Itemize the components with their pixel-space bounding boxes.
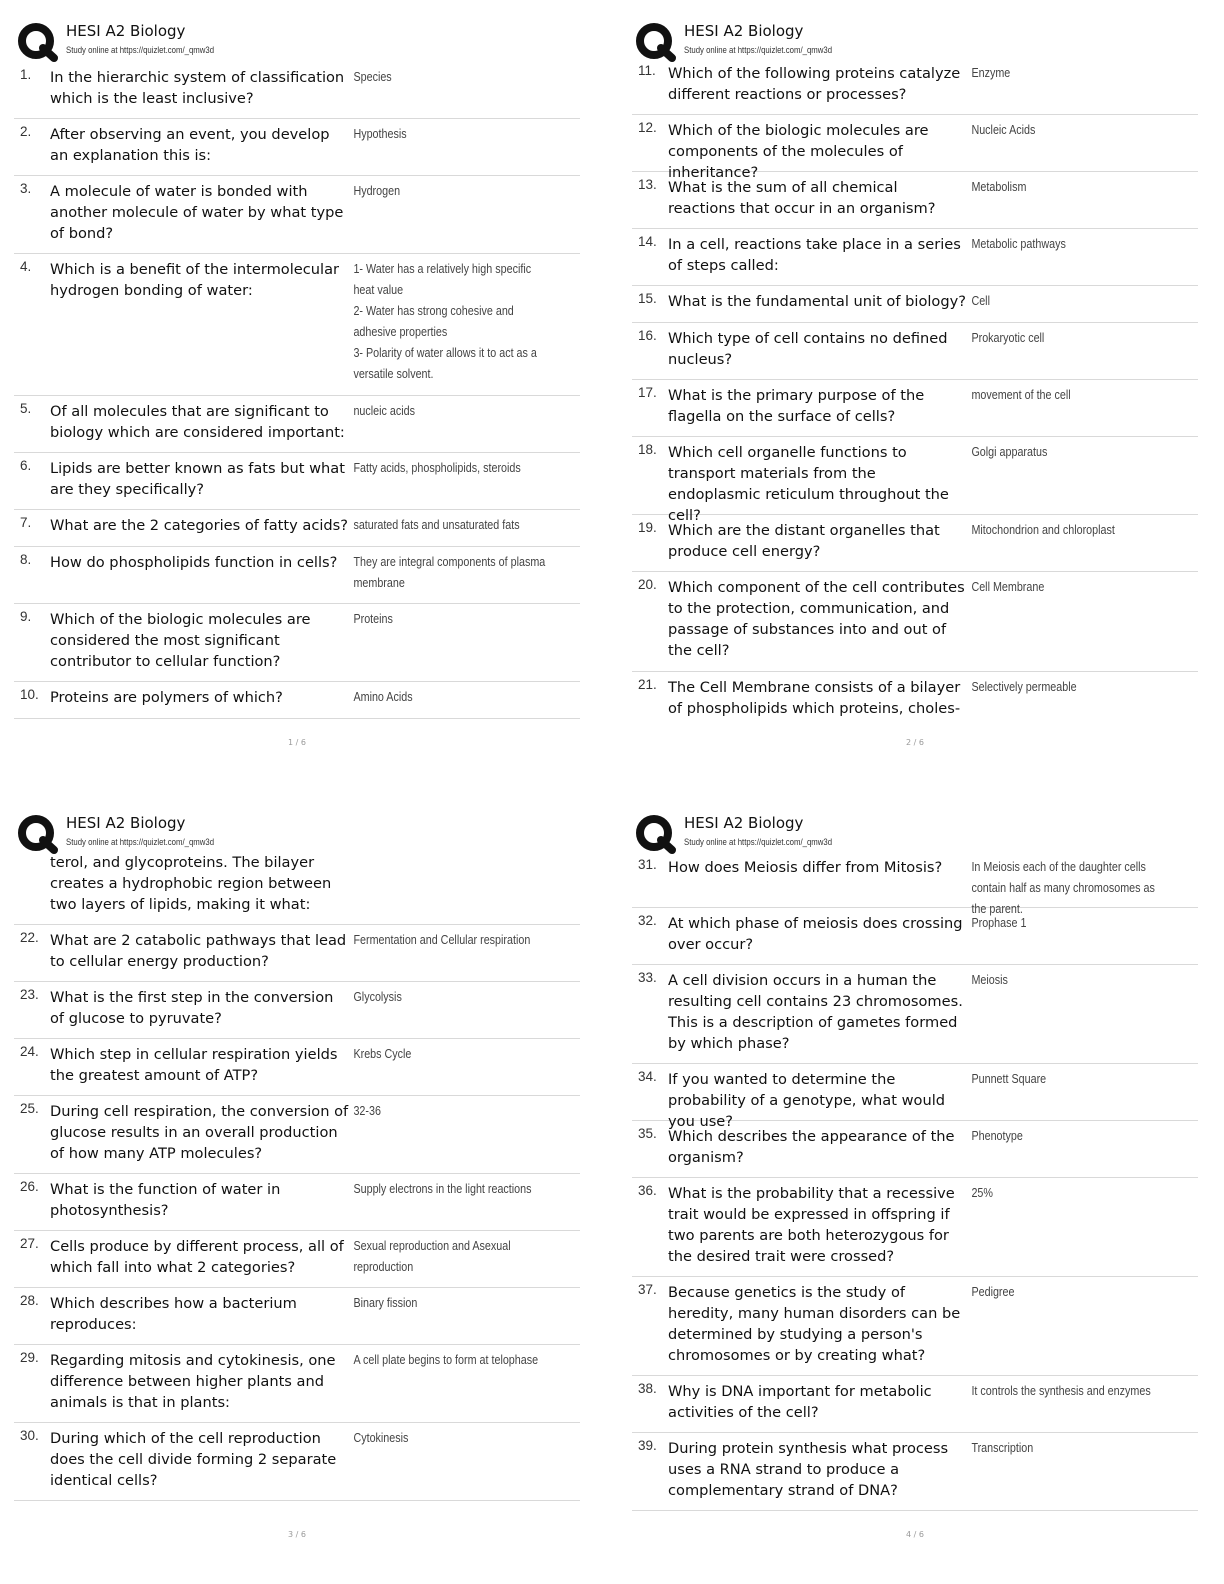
question-number: 19. (638, 520, 657, 535)
page-title: HESI A2 Biology (684, 814, 804, 832)
page-title: HESI A2 Biology (66, 814, 186, 832)
question-number: 38. (638, 1381, 657, 1396)
question-number: 28. (20, 1293, 39, 1308)
qa-row (632, 58, 1198, 115)
question-text: A cell division occurs in a human the resulting cell contains 23 chromosomes. This is a description of gametes formed by which phase? (668, 972, 963, 1052)
qa-row (632, 1064, 1198, 1130)
question-number: 3. (20, 181, 32, 196)
question-text: How does Meiosis differ from Mitosis? (668, 859, 943, 876)
answer-text: Phenotype (971, 1129, 1023, 1143)
question-text: Which of the biologic molecules are considered the most significant contributor to cellular function? (50, 611, 311, 670)
qa-row (14, 1231, 580, 1288)
answer-text: nucleic acids (353, 404, 415, 418)
question-number: 22. (20, 930, 39, 945)
answer-text: Enzyme (971, 66, 1011, 80)
question-number: 29. (20, 1350, 39, 1365)
page-title: HESI A2 Biology (684, 22, 804, 40)
question-text: What are 2 catabolic pathways that lead to cellular energy production? (50, 932, 347, 970)
page-header (14, 18, 594, 62)
page-number: 1 / 6 (288, 738, 306, 747)
answer-text: In Meiosis each of the daughter cells contain half as many chromosomes as the parent. (971, 860, 1155, 916)
answer-text: It controls the synthesis and enzymes (971, 1384, 1151, 1398)
page-title: HESI A2 Biology (66, 22, 186, 40)
answer-text: saturated fats and unsaturated fats (353, 518, 520, 532)
page-number: 3 / 6 (288, 1530, 306, 1539)
question-number: 14. (638, 234, 657, 249)
qa-row (14, 176, 580, 254)
page-number: 2 / 6 (906, 738, 924, 747)
qa-list (14, 852, 580, 1501)
question-number: 30. (20, 1428, 39, 1443)
answer-line: 2- Water has strong cohesive and adhesive properties (353, 304, 514, 339)
question-text: Which of the following proteins catalyze different reactions or processes? (668, 65, 961, 103)
question-text: Which are the distant organelles that produce cell energy? (668, 522, 940, 560)
question-number: 39. (638, 1438, 657, 1453)
qa-row (632, 515, 1198, 572)
qa-row (632, 1277, 1198, 1376)
answer-text: Glycolysis (353, 990, 402, 1004)
answer-text: Sexual reproduction and Asexual reproduction (353, 1239, 511, 1274)
question-text: How do phospholipids function in cells? (50, 554, 338, 571)
question-text: Which component of the cell contributes to the protection, communication, and passage of substances into and out of the cell? (668, 579, 965, 659)
qa-row (14, 453, 580, 510)
question-number: 33. (638, 970, 657, 985)
question-number: 8. (20, 552, 32, 567)
question-text: If you wanted to determine the probability of a genotype, what would you use? (668, 1071, 946, 1130)
qa-row (632, 1433, 1198, 1511)
answer-text: 25% (971, 1186, 993, 1200)
question-text: Which step in cellular respiration yields the greatest amount of ATP? (50, 1046, 338, 1084)
qa-row (632, 1178, 1198, 1277)
qa-row (14, 1345, 580, 1423)
qa-row (14, 62, 580, 119)
question-number: 34. (638, 1069, 657, 1084)
answer-text: Nucleic Acids (971, 123, 1036, 137)
answer-text: They are integral components of plasma membrane (353, 555, 546, 590)
answer-text: Selectively permeable (971, 680, 1077, 694)
page-header (632, 18, 1212, 62)
qa-row (632, 1121, 1198, 1178)
question-number: 13. (638, 177, 657, 192)
quizlet-logo-icon (16, 22, 60, 62)
study-link[interactable]: Study online at https://quizlet.com/_qmw3d (684, 45, 833, 56)
question-number: 4. (20, 259, 32, 274)
question-text: After observing an event, you develop an explanation this is: (50, 126, 330, 164)
answer-text: Transcription (971, 1441, 1034, 1455)
question-text: What is the first step in the conversion of glucose to pyruvate? (50, 989, 334, 1027)
qa-row (632, 172, 1198, 229)
qa-row (14, 1039, 580, 1096)
question-number: 18. (638, 442, 657, 457)
qa-row (632, 572, 1198, 672)
question-text: What is the sum of all chemical reactions that occur in an organism? (668, 179, 936, 217)
study-link[interactable]: Study online at https://quizlet.com/_qmw3d (684, 837, 833, 848)
question-number: 16. (638, 328, 657, 343)
question-text: Why is DNA important for metabolic activities of the cell? (668, 1383, 932, 1421)
answer-text: Species (353, 70, 392, 84)
question-number: 21. (638, 677, 657, 692)
question-number: 36. (638, 1183, 657, 1198)
question-number: 11. (638, 63, 656, 78)
qa-row (632, 1376, 1198, 1433)
qa-row (14, 1288, 580, 1345)
question-text: During protein synthesis what process uses a RNA strand to produce a complementary strand of DNA? (668, 1440, 949, 1499)
question-number: 7. (20, 515, 32, 530)
question-number: 2. (20, 124, 32, 139)
question-text: Which describes the appearance of the organism? (668, 1128, 955, 1166)
question-number: 9. (20, 609, 32, 624)
question-text: Regarding mitosis and cytokinesis, one difference between higher plants and animals is that in plants: (50, 1352, 336, 1411)
qa-row (632, 908, 1198, 965)
question-text: What is the fundamental unit of biology? (668, 293, 967, 310)
answer-text: Mitochondrion and chloroplast (971, 523, 1115, 537)
question-text: Of all molecules that are significant to biology which are considered important: (50, 403, 345, 441)
answer-text: Fermentation and Cellular respiration (353, 933, 531, 947)
qa-row (14, 1423, 580, 1501)
study-link[interactable]: Study online at https://quizlet.com/_qmw3d (66, 837, 215, 848)
page-number: 4 / 6 (906, 1530, 924, 1539)
question-text: What are the 2 categories of fatty acids? (50, 517, 349, 534)
question-number: 35. (638, 1126, 657, 1141)
answer-text: Supply electrons in the light reactions (353, 1182, 532, 1196)
answer-line: 1- Water has a relatively high specific heat value (353, 262, 532, 297)
question-number: 6. (20, 458, 32, 473)
question-text: Lipids are better known as fats but what are they specifically? (50, 460, 345, 498)
question-text: Which is a benefit of the intermolecular hydrogen bonding of water: (50, 261, 340, 299)
qa-row (14, 1096, 580, 1174)
qa-row (14, 982, 580, 1039)
question-number: 10. (20, 687, 39, 702)
answer-text: 32-36 (353, 1104, 381, 1118)
question-text: What is the function of water in photosynthesis? (50, 1181, 281, 1219)
question-number: 23. (20, 987, 39, 1002)
question-text: What is the primary purpose of the flagella on the surface of cells? (668, 387, 925, 425)
page-2 (632, 18, 1212, 778)
quizlet-logo-icon (634, 814, 678, 854)
answer-text: Prophase 1 (971, 916, 1027, 930)
answer-line: 3- Polarity of water allows it to act as a versatile solvent. (353, 346, 537, 381)
answer-text: Prokaryotic cell (971, 331, 1045, 345)
question-number: 5. (20, 401, 32, 416)
question-number: 20. (638, 577, 657, 592)
qa-row (632, 672, 1198, 724)
question-text: terol, and glycoproteins. The bilayer creates a hydrophobic region between two layers of lipids, making it what: (50, 854, 332, 913)
qa-row (14, 604, 580, 682)
answer-text: Cell Membrane (971, 580, 1045, 594)
answer-text: Hydrogen (353, 184, 401, 198)
answer-text: Meiosis (971, 973, 1008, 987)
qa-row (14, 547, 580, 604)
answer-text: Binary fission (353, 1296, 418, 1310)
page-3 (14, 810, 594, 1570)
question-text: Proteins are polymers of which? (50, 689, 283, 706)
qa-row (632, 323, 1198, 380)
question-number: 26. (20, 1179, 39, 1194)
qa-row (632, 965, 1198, 1064)
question-text: The Cell Membrane consists of a bilayer of phospholipids which proteins, choles- (668, 679, 961, 717)
answer-text: Cell (971, 294, 990, 308)
qa-list (632, 852, 1198, 1511)
answer-text: Punnett Square (971, 1072, 1047, 1086)
study-link[interactable]: Study online at https://quizlet.com/_qmw3d (66, 45, 215, 56)
question-number: 32. (638, 913, 657, 928)
qa-row (632, 115, 1198, 181)
qa-row (14, 1174, 580, 1231)
question-number: 12. (638, 120, 657, 135)
question-text: Which of the biologic molecules are components of the molecules of inheritance? (668, 122, 929, 181)
question-number: 24. (20, 1044, 39, 1059)
qa-row (14, 510, 580, 547)
page-header (632, 810, 1212, 854)
question-number: 31. (638, 857, 657, 872)
answer-text: Golgi apparatus (971, 445, 1048, 459)
question-number: 27. (20, 1236, 39, 1251)
answer-text: Cytokinesis (353, 1431, 409, 1445)
quizlet-logo-icon (16, 814, 60, 854)
question-number: 17. (638, 385, 657, 400)
question-text: In the hierarchic system of classification which is the least inclusive? (50, 69, 345, 107)
qa-row (14, 254, 580, 396)
question-text: At which phase of meiosis does crossing over occur? (668, 915, 963, 953)
answer-text: movement of the cell (971, 388, 1071, 402)
page-1 (14, 18, 594, 778)
qa-row-continuation (14, 852, 580, 925)
question-text: Cells produce by different process, all of which fall into what 2 categories? (50, 1238, 344, 1276)
qa-row (632, 286, 1198, 323)
answer-text: Fatty acids, phospholipids, steroids (353, 461, 521, 475)
question-number: 15. (638, 291, 657, 306)
question-text: During cell respiration, the conversion of glucose results in an overall production of how many ATP molecules? (50, 1103, 349, 1162)
question-number: 1. (20, 67, 32, 82)
question-number: 25. (20, 1101, 39, 1116)
page-header (14, 810, 594, 854)
qa-row (632, 852, 1198, 916)
question-text: Because genetics is the study of heredity, many human disorders can be determined by studying a person's chromosomes or by creating what? (668, 1284, 961, 1364)
question-text: Which cell organelle functions to transport materials from the endoplasmic reticulum throughout the cell? (668, 444, 949, 524)
answer-text: Hypothesis (353, 127, 407, 141)
answer-text (350, 259, 548, 389)
question-text: Which describes how a bacterium reproduces: (50, 1295, 297, 1333)
answer-text: Amino Acids (353, 690, 413, 704)
answer-text: A cell plate begins to form at telophase (353, 1353, 539, 1367)
qa-row (632, 229, 1198, 286)
answer-text: Pedigree (971, 1285, 1015, 1299)
question-text: A molecule of water is bonded with another molecule of water by what type of bond? (50, 183, 344, 242)
answer-text: Metabolic pathways (971, 237, 1066, 251)
answer-text: Krebs Cycle (353, 1047, 412, 1061)
question-text: During which of the cell reproduction does the cell divide forming 2 separate identical cells? (50, 1430, 337, 1489)
quizlet-logo-icon (634, 22, 678, 62)
qa-row (14, 682, 580, 719)
qa-row (632, 437, 1198, 524)
question-number: 37. (638, 1282, 657, 1297)
qa-row (632, 380, 1198, 437)
answer-text: Proteins (353, 612, 393, 626)
qa-row (14, 396, 580, 453)
question-text: What is the probability that a recessive trait would be expressed in offspring if two parents are both heterozygous for the desired trait were crossed? (668, 1185, 955, 1265)
answer-text: Metabolism (971, 180, 1027, 194)
question-text: In a cell, reactions take place in a series of steps called: (668, 236, 961, 274)
qa-list (14, 62, 580, 719)
question-text: Which type of cell contains no defined nucleus? (668, 330, 948, 368)
qa-list (632, 58, 1198, 724)
page-4 (632, 810, 1212, 1570)
qa-row (14, 925, 580, 982)
qa-row (14, 119, 580, 176)
